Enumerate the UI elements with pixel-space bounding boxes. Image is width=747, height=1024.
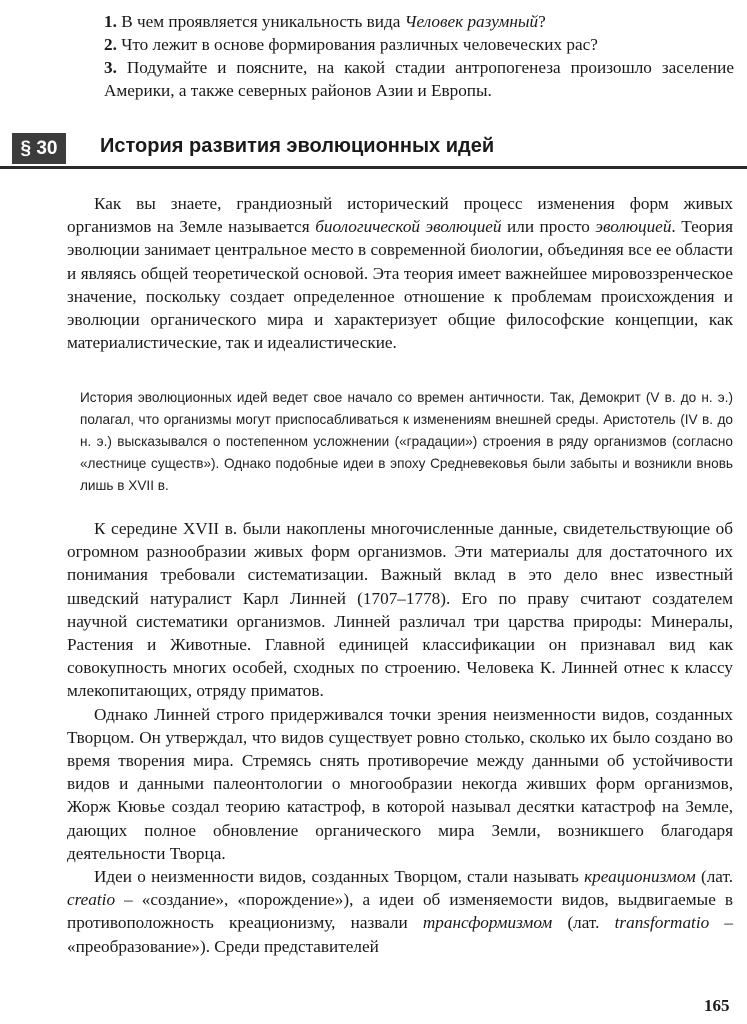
question-text: Подумайте и поясните, на какой стадии антропогенеза произошло заселение Америки, а также северных районов Азии и Европы. xyxy=(104,58,734,100)
text-run: Идеи о неизменности видов, созданных Творцом, стали называть xyxy=(94,867,585,887)
paragraph xyxy=(67,865,733,958)
note-text: История эволюционных идей ведет свое начало со времен античности. Так, Демокрит (V в. до н. э.) полагал, что организмы могут приспосабливаться к изменениям внешней среды. Аристотель (IV в. до н. э.) высказывался о постепенном усложнении («градации») строения в ряду организмов (согласно «лестнице существ»). Однако подобные идеи в эпоху Средневековья были забыты и возникли вновь лишь в XVII в. xyxy=(80,390,733,493)
question-text: Что лежит в основе формирования различных человеческих рас? xyxy=(121,35,598,54)
text-run: – «создание», «порождение»), а идеи об изменяемости видов, выдвигаемые в противоположность креационизму, назвали xyxy=(67,890,733,933)
italic-term: эволюцией xyxy=(595,217,672,237)
question-3 xyxy=(104,56,734,102)
section-title: История развития эволюционных идей xyxy=(100,135,495,157)
text-run: (лат. xyxy=(695,867,734,887)
page-number: 165 xyxy=(704,996,730,1015)
question-text: В чем проявляется уникальность вида xyxy=(121,12,405,31)
italic-term: трансформизмом xyxy=(422,913,553,933)
italic-term: creatio xyxy=(67,890,116,910)
paragraph: Однако Линней строго придерживался точки зрения неизменности видов, созданных Творцом. Он утверждал, что видов существует ровно столько, сколько их было создано во время творения мира. Стремясь снять противоречие между данными об устойчивости видов и данными палеонтологии о многообразии некогда живших форм организмов, Жорж Кювье создал теорию катастроф, в которой называл десятки катастроф на Земле, дающих полное обновление органического мира Земли, возникшего благодаря деятельности Творца. xyxy=(67,704,733,863)
text-run: или просто xyxy=(501,217,596,237)
text-run: (лат. xyxy=(552,913,615,933)
section-number-badge: § 30 xyxy=(12,133,66,164)
question-text-end: ? xyxy=(538,12,546,31)
italic-term: креационизмом xyxy=(584,867,696,887)
question-number: 2. xyxy=(104,35,117,54)
section-divider xyxy=(0,166,747,169)
paragraph: К середине XVII в. были накоплены многочисленные данные, свидетельствующие об огромном разнообразии живых форм организмов. Эти материалы для достаточного их понимания требовали систематизации. Важный вклад в это дело внес известный шведский натуралист Карл Линней (1707–1778). Его по праву считают создателем научной систематики организмов. Линней различал три царства природы: Минералы, Растения и Животные. Главной единицей классификации он признавал вид как совокупность многих особей, сходных по строению. Человека К. Линней отнес к классу млекопитающих, отряду приматов. xyxy=(67,519,733,701)
question-number: 1. xyxy=(104,12,117,31)
historical-note xyxy=(80,387,733,497)
question-1 xyxy=(104,10,734,33)
italic-term: transformatio xyxy=(614,913,710,933)
paragraph xyxy=(67,192,733,354)
question-2 xyxy=(104,33,734,56)
question-number: 3. xyxy=(104,58,117,77)
italic-term: биологической эволюцией xyxy=(315,217,502,237)
review-questions xyxy=(104,10,734,102)
main-text xyxy=(67,517,733,958)
intro-paragraph xyxy=(67,192,733,354)
text-run: . Теория эволюции занимает центральное место в современной биологии, объединяя все ее области и являясь общей теоретической основой. Эта теория имеет важнейшее мировоззренческое значение, поскольку создает определенное отношение к проблемам происхождения и эволюции органического мира и характеризует общие философские концепции, как материалистические, так и идеалистические. xyxy=(67,217,734,353)
text-run: – «преобразование»). Среди представителей xyxy=(67,913,734,956)
question-italic-term: Человек разумный xyxy=(404,12,539,31)
text-run: Как вы знаете, грандиозный исторический процесс изменения форм живых организмов на Земле называется xyxy=(67,194,733,237)
section-header xyxy=(0,130,747,170)
